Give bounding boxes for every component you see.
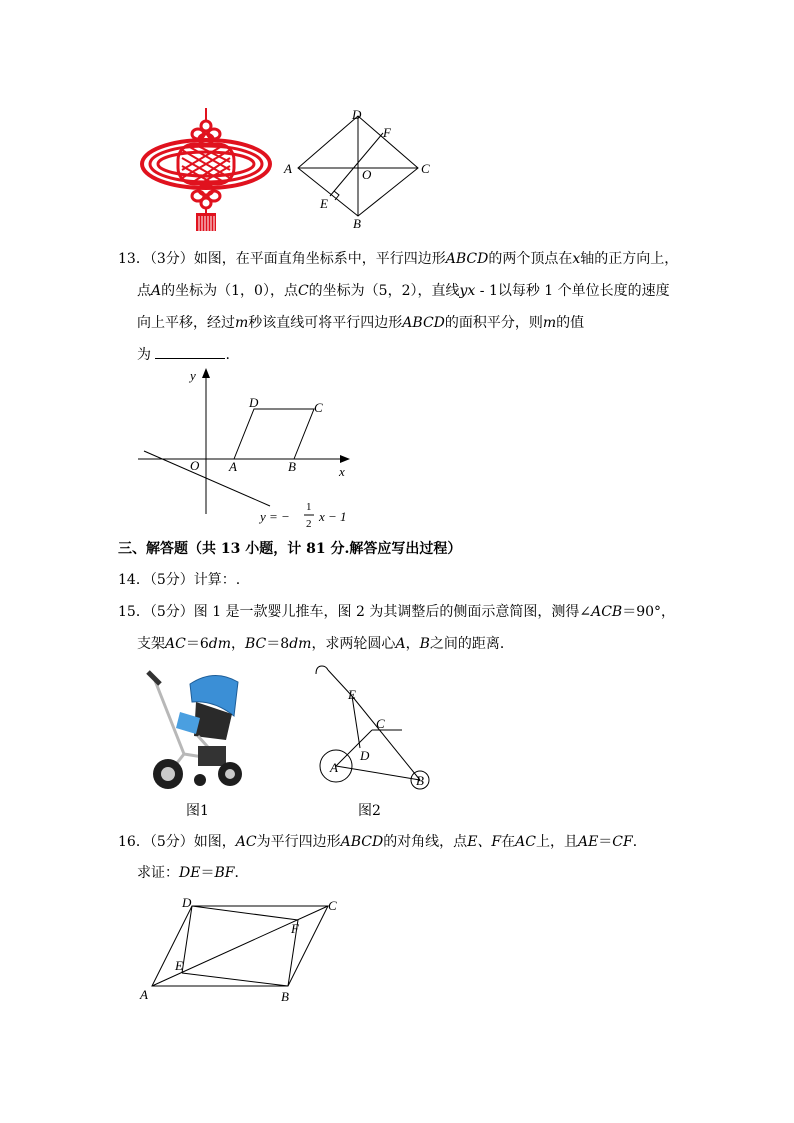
q15-line2: 支架AC＝6dm，BC＝8dm，求两轮圆心A，B之间的距离． xyxy=(137,636,514,652)
axis-x-label: x xyxy=(339,464,345,479)
label-c: C xyxy=(328,898,337,913)
section-3-heading: 三、解答题（共 13 小题，计 81 分.解答应写出过程） xyxy=(118,541,462,557)
equation-numerator: 1 xyxy=(306,501,312,513)
answer-blank[interactable] xyxy=(155,344,225,359)
coordinate-figure xyxy=(138,364,368,530)
label-b: B xyxy=(353,216,361,230)
label-o: O xyxy=(362,167,372,182)
q13-line2: 点A的坐标为（1，0），点C的坐标为（5，2），直线yx - 1以每秒 1 个单位长度的速度 xyxy=(137,283,670,299)
q16-line1: 16．（5分）如图，AC为平行四边形ABCD的对角线，点E、F在AC上，且AE＝CF． xyxy=(118,834,647,850)
label-a: A xyxy=(140,987,148,1002)
label-f: F xyxy=(291,921,299,936)
point-c-label: C xyxy=(314,400,323,415)
label-e: E xyxy=(320,196,328,211)
point-a-label: A xyxy=(229,459,237,474)
label-b: B xyxy=(416,773,424,788)
q14-line: 14．（5分）计算：. xyxy=(118,572,241,588)
label-e: E xyxy=(348,687,356,702)
q13-line3: 向上平移，经过m秒该直线可将平行四边形ABCD的面积平分，则m的值 xyxy=(137,315,585,331)
label-e: E xyxy=(175,958,183,973)
point-d-label: D xyxy=(249,395,259,410)
label-d: D xyxy=(360,748,370,763)
label-b: B xyxy=(281,989,289,1004)
stroller-schematic xyxy=(300,662,440,792)
label-a: A xyxy=(330,760,338,775)
figure-1-caption: 图1 xyxy=(186,803,209,819)
label-d: D xyxy=(352,107,362,122)
parallelogram-figure xyxy=(138,890,348,1006)
equation-rhs: x − 1 xyxy=(319,509,347,524)
label-c: C xyxy=(376,716,385,731)
q16-line2: 求证：DE＝BF． xyxy=(137,865,249,881)
equation-lhs: y = − xyxy=(260,509,290,524)
rhombus-figure xyxy=(278,104,438,230)
label-c: C xyxy=(421,161,430,176)
q13-line1: 13．（3分）如图，在平面直角坐标系中，平行四边形ABCD的两个顶点在x轴的正方向上， xyxy=(118,251,679,267)
q13-line4: 为 . xyxy=(137,344,230,364)
point-b-label: B xyxy=(288,459,296,474)
equation-denominator: 2 xyxy=(306,518,312,530)
figure-2-caption: 图2 xyxy=(358,803,381,819)
chinese-knot-image xyxy=(138,106,274,234)
origin-label: O xyxy=(190,458,200,473)
stroller-image xyxy=(138,662,246,792)
axis-y-label: y xyxy=(190,368,196,383)
label-d: D xyxy=(182,895,192,910)
q15-line1: 15．（5分）图 1 是一款婴儿推车，图 2 为其调整后的侧面示意简图，测得∠ACB＝90°， xyxy=(118,604,676,620)
label-a: A xyxy=(284,161,292,176)
label-f: F xyxy=(383,125,391,140)
